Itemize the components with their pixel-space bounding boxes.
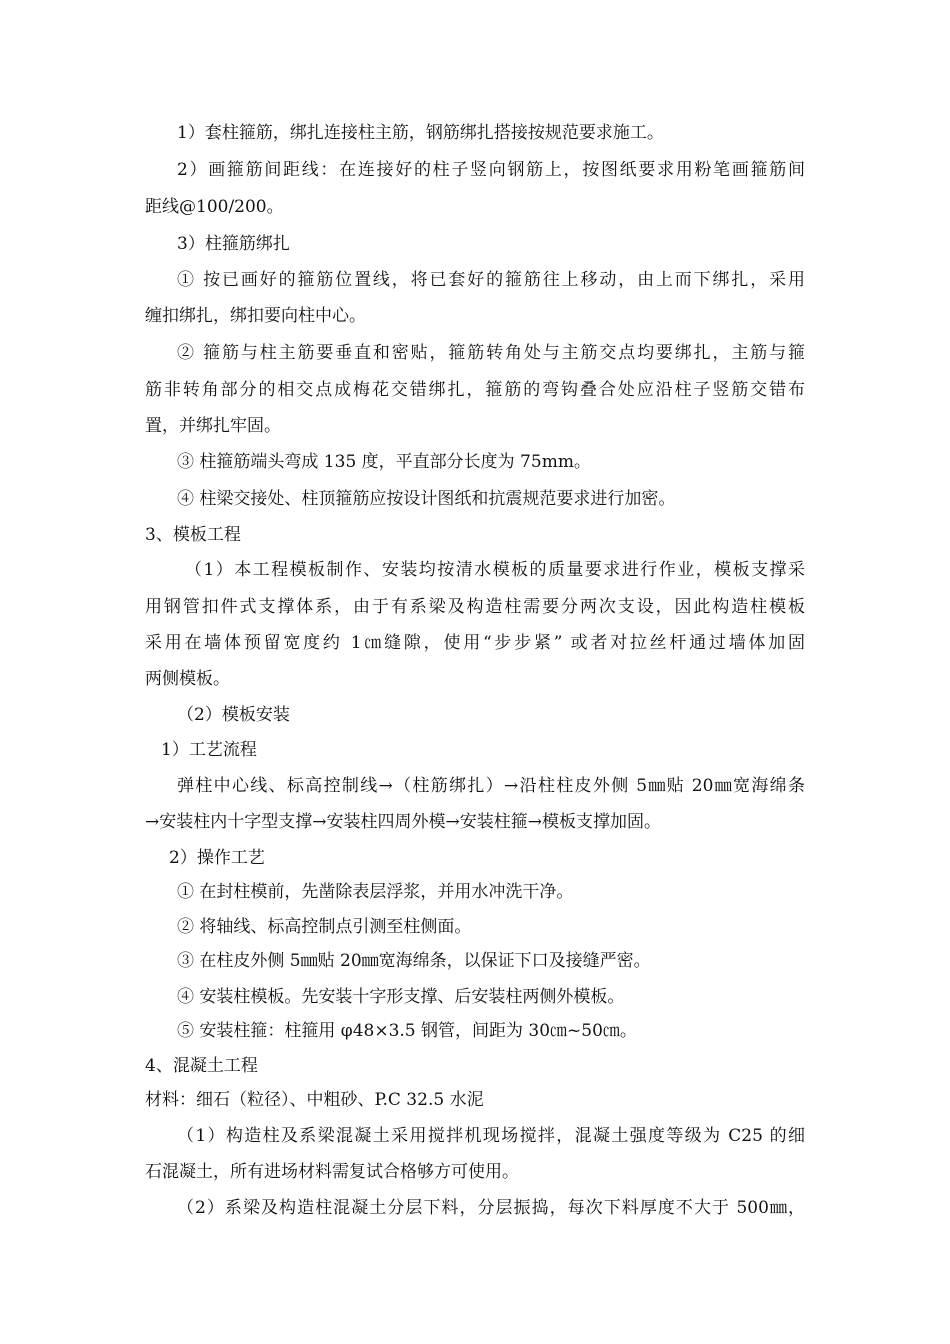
text-line: 距线@100/200。 [145,197,284,217]
text-line: 石混凝土，所有进场材料需复试合格够方可使用。 [145,1162,519,1182]
section-heading: 3、模板工程 [145,525,241,545]
text-line: ④ 安装柱模板。先安装十字形支撑、后安装柱两侧外模板。 [177,987,625,1007]
text-line: ③ 柱箍筋端头弯成 135 度，平直部分长度为 75mm。 [177,452,591,472]
text-line: 筋非转角部分的相交点成梅花交错绑扎，箍筋的弯钩叠合处应沿柱子竖筋交错布 [145,380,805,400]
text-line: ④ 柱梁交接处、柱顶箍筋应按设计图纸和抗震规范要求进行加密。 [177,489,676,509]
text-line: 置，并绑扎牢固。 [145,416,281,436]
text-line: 用钢管扣件式支撑体系，由于有系梁及构造柱需要分两次支设，因此构造柱模板 [145,597,805,617]
text-line: 3）柱箍筋绑扎 [177,234,290,254]
text-line: 弹柱中心线、标高控制线→（柱筋绑扎）→沿柱柱皮外侧 5㎜贴 20㎜宽海绵条 [177,776,805,796]
text-line: 2）操作工艺 [169,848,265,868]
text-line: 1）工艺流程 [161,740,257,760]
text-line: ② 箍筋与柱主筋要垂直和密贴，箍筋转角处与主筋交点均要绑扎，主筋与箍 [177,343,805,363]
text-line: 两侧模板。 [145,669,230,689]
text-line: （2）模板安装 [177,705,290,725]
text-line: →安装柱内十字型支撑→安装柱四周外模→安装柱箍→模板支撑加固。 [145,812,661,832]
text-line: 1）套柱箍筋，绑扎连接柱主筋，钢筋绑扎搭接按规范要求施工。 [177,123,664,143]
text-line: ③ 在柱皮外侧 5㎜贴 20㎜宽海绵条，以保证下口及接缝严密。 [177,951,651,971]
text-line: （1）本工程模板制作、安装均按清水模板的质量要求进行作业，模板支撑采 [185,560,805,580]
text-line: 缠扣绑扎，绑扣要向柱中心。 [145,306,366,326]
text-line: ① 按已画好的箍筋位置线，将已套好的箍筋往上移动，由上而下绑扎，采用 [177,270,805,290]
text-line: 2）画箍筋间距线：在连接好的柱子竖向钢筋上，按图纸要求用粉笔画箍筋间 [177,160,805,180]
text-line: ① 在封柱模前，先凿除表层浮浆，并用水冲洗干净。 [177,882,574,902]
text-line: 采用在墙体预留宽度约 1㎝缝隙，使用“步步紧” 或者对拉丝杆通过墙体加固 [145,633,805,653]
section-heading: 4、混凝土工程 [145,1056,258,1076]
text-line: （2）系梁及构造柱混凝土分层下料，分层振捣，每次下料厚度不大于 500㎜， [177,1198,805,1218]
text-line: ② 将轴线、标高控制点引测至柱侧面。 [177,917,472,937]
text-line: ⑤ 安装柱箍：柱箍用 φ48×3.5 钢管，间距为 30㎝~50㎝。 [177,1021,637,1041]
text-line: （1）构造柱及系梁混凝土采用搅拌机现场搅拌，混凝土强度等级为 C25 的细 [177,1126,805,1146]
text-line: 材料：细石（粒径）、中粗砂、P.C 32.5 水泥 [145,1090,484,1110]
